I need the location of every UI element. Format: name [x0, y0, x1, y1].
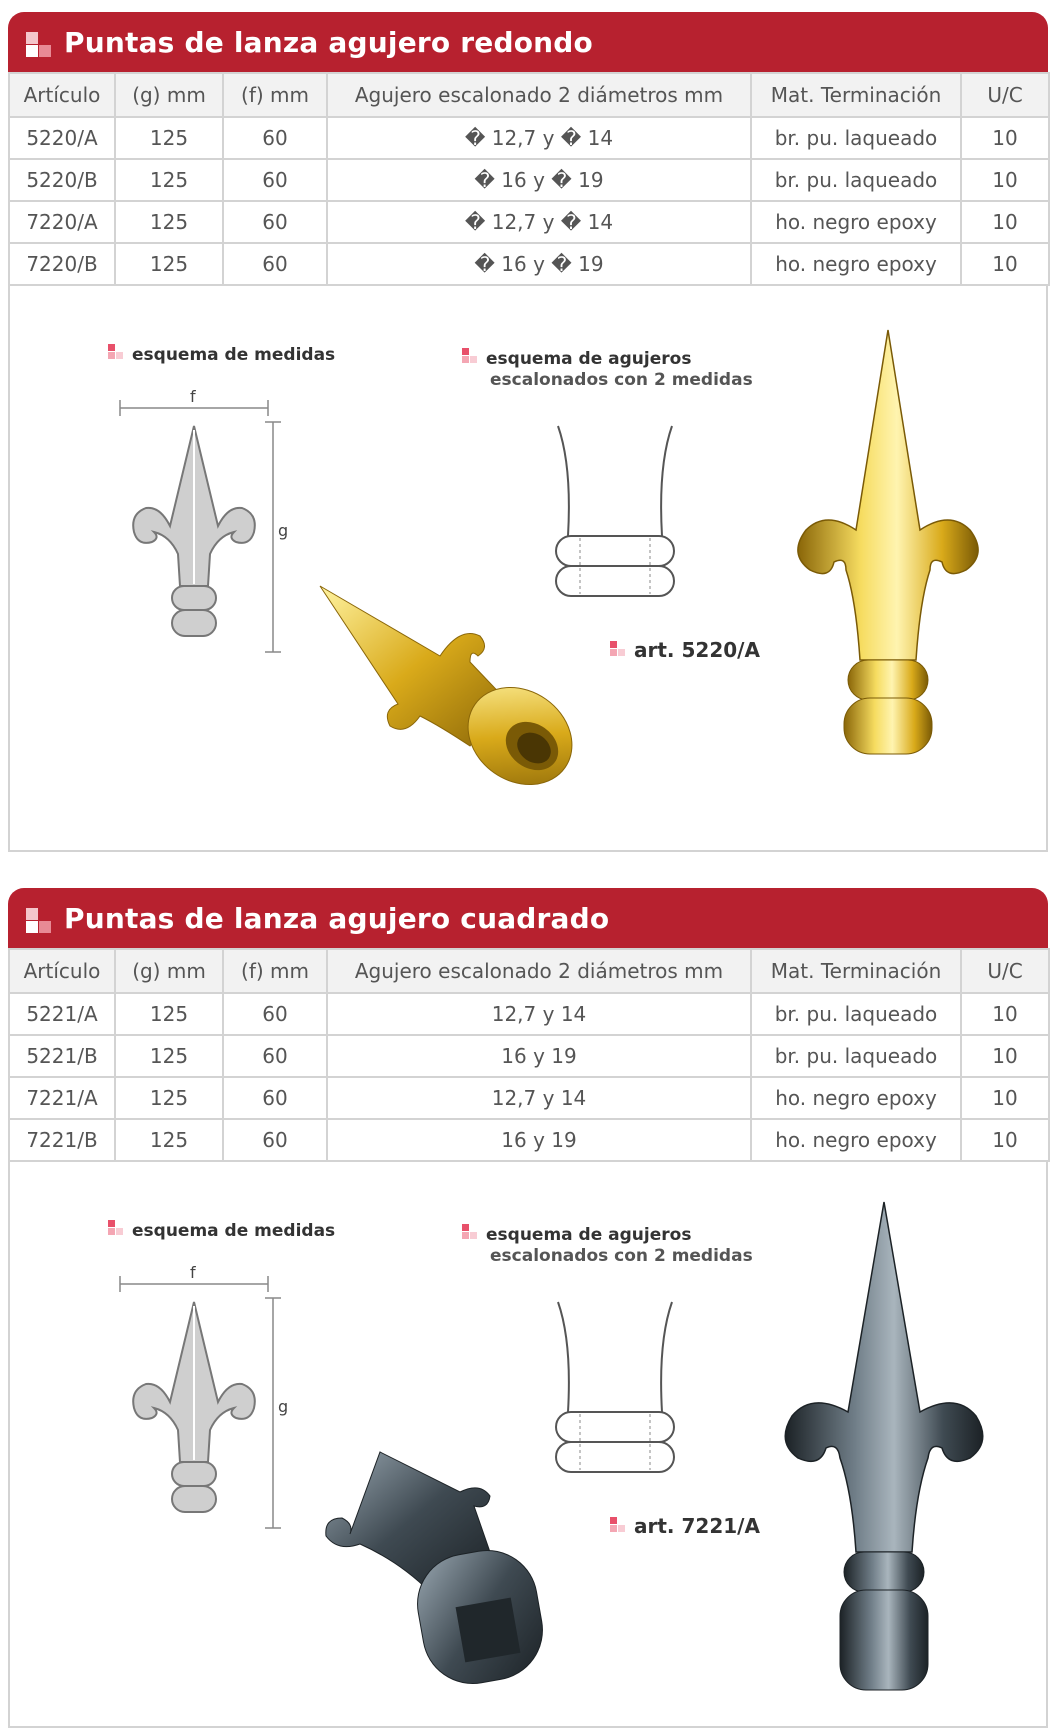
- cell-material: br. pu. laqueado: [751, 117, 961, 159]
- label-agujeros-sub: escalonados con 2 medidas: [490, 1246, 753, 1266]
- cell-g: 125: [115, 1077, 223, 1119]
- bullet-icon: [462, 1224, 476, 1242]
- cell-agujero: � 16 y � 19: [327, 159, 751, 201]
- cell-g: 125: [115, 243, 223, 285]
- col-articulo: Artículo: [9, 73, 115, 117]
- section-header: [8, 12, 1048, 72]
- illustration-panel: [8, 286, 1048, 852]
- cell-g: 125: [115, 201, 223, 243]
- table-row: [9, 243, 1049, 285]
- cell-articulo: 5221/B: [9, 1035, 115, 1077]
- cell-f: 60: [223, 1035, 327, 1077]
- product-section-round: [8, 12, 1048, 852]
- cell-material: br. pu. laqueado: [751, 993, 961, 1035]
- col-g: (g) mm: [115, 949, 223, 993]
- bullet-icon: [462, 348, 476, 366]
- cell-f: 60: [223, 1119, 327, 1161]
- col-f: (f) mm: [223, 949, 327, 993]
- table-row: [9, 1119, 1049, 1161]
- spear-photo-standing-icon: [760, 1202, 1000, 1712]
- col-agujero: Agujero escalonado 2 diámetros mm: [327, 949, 751, 993]
- product-table: [8, 72, 1050, 286]
- bullet-icon: [108, 1220, 122, 1238]
- cell-uc: 10: [961, 993, 1049, 1035]
- squares-icon: [26, 908, 52, 934]
- spear-schematic-icon: [110, 386, 310, 676]
- cell-f: 60: [223, 201, 327, 243]
- col-uc: U/C: [961, 73, 1049, 117]
- spear-photo-standing-icon: [770, 330, 1000, 820]
- cell-uc: 10: [961, 1035, 1049, 1077]
- cell-articulo: 7220/B: [9, 243, 115, 285]
- cell-f: 60: [223, 1077, 327, 1119]
- col-uc: U/C: [961, 949, 1049, 993]
- article-label: art. 7221/A: [610, 1514, 760, 1538]
- illustration-panel: [8, 1162, 1048, 1728]
- col-material: Mat. Terminación: [751, 73, 961, 117]
- cell-uc: 10: [961, 159, 1049, 201]
- dim-g-label: g: [278, 521, 289, 540]
- cell-g: 125: [115, 159, 223, 201]
- product-table: [8, 948, 1050, 1162]
- cell-f: 60: [223, 993, 327, 1035]
- cell-agujero: 12,7 y 14: [327, 1077, 751, 1119]
- section-header: [8, 888, 1048, 948]
- label-esquema-agujeros: esquema de agujeros: [462, 1224, 691, 1245]
- cell-uc: 10: [961, 1119, 1049, 1161]
- cell-uc: 10: [961, 117, 1049, 159]
- cell-material: ho. negro epoxy: [751, 1119, 961, 1161]
- table-header-row: [9, 73, 1049, 117]
- table-row: [9, 1035, 1049, 1077]
- cell-uc: 10: [961, 243, 1049, 285]
- section-title: Puntas de lanza agujero cuadrado: [64, 901, 610, 935]
- spear-photo-lying-icon: [320, 586, 600, 816]
- spear-schematic-icon: [110, 1262, 310, 1552]
- cell-f: 60: [223, 159, 327, 201]
- col-agujero: Agujero escalonado 2 diámetros mm: [327, 73, 751, 117]
- cell-material: ho. negro epoxy: [751, 243, 961, 285]
- cell-articulo: 7221/A: [9, 1077, 115, 1119]
- cell-g: 125: [115, 1035, 223, 1077]
- col-material: Mat. Terminación: [751, 949, 961, 993]
- cell-articulo: 7220/A: [9, 201, 115, 243]
- label-esquema-medidas: esquema de medidas: [108, 1220, 335, 1241]
- table-row: [9, 1077, 1049, 1119]
- col-f: (f) mm: [223, 73, 327, 117]
- cell-g: 125: [115, 1119, 223, 1161]
- cell-articulo: 5221/A: [9, 993, 115, 1035]
- bullet-icon: [108, 344, 122, 362]
- cell-agujero: 12,7 y 14: [327, 993, 751, 1035]
- label-agujeros-sub: escalonados con 2 medidas: [490, 370, 753, 390]
- cell-material: br. pu. laqueado: [751, 159, 961, 201]
- bullet-icon: [610, 1517, 624, 1535]
- dim-f-label: f: [190, 1263, 196, 1282]
- label-esquema-medidas: esquema de medidas: [108, 344, 335, 365]
- section-title: Puntas de lanza agujero redondo: [64, 25, 593, 59]
- table-header-row: [9, 949, 1049, 993]
- spear-photo-lying-icon: [320, 1452, 580, 1702]
- cell-f: 60: [223, 243, 327, 285]
- cell-agujero: � 12,7 y � 14: [327, 201, 751, 243]
- cell-uc: 10: [961, 1077, 1049, 1119]
- cell-articulo: 5220/B: [9, 159, 115, 201]
- dim-g-label: g: [278, 1397, 289, 1416]
- cell-f: 60: [223, 117, 327, 159]
- squares-icon: [26, 32, 52, 58]
- article-label: art. 5220/A: [610, 638, 760, 662]
- cell-g: 125: [115, 993, 223, 1035]
- table-row: [9, 993, 1049, 1035]
- table-row: [9, 117, 1049, 159]
- cell-articulo: 7221/B: [9, 1119, 115, 1161]
- table-row: [9, 159, 1049, 201]
- cell-material: br. pu. laqueado: [751, 1035, 961, 1077]
- cell-agujero: � 12,7 y � 14: [327, 117, 751, 159]
- table-row: [9, 201, 1049, 243]
- cell-material: ho. negro epoxy: [751, 201, 961, 243]
- dim-f-label: f: [190, 387, 196, 406]
- product-section-square: [8, 888, 1048, 1728]
- col-g: (g) mm: [115, 73, 223, 117]
- cell-g: 125: [115, 117, 223, 159]
- label-esquema-agujeros: esquema de agujeros: [462, 348, 691, 369]
- cell-agujero: � 16 y � 19: [327, 243, 751, 285]
- cell-uc: 10: [961, 201, 1049, 243]
- cell-agujero: 16 y 19: [327, 1119, 751, 1161]
- cell-material: ho. negro epoxy: [751, 1077, 961, 1119]
- bullet-icon: [610, 641, 624, 659]
- cell-agujero: 16 y 19: [327, 1035, 751, 1077]
- cell-articulo: 5220/A: [9, 117, 115, 159]
- col-articulo: Artículo: [9, 949, 115, 993]
